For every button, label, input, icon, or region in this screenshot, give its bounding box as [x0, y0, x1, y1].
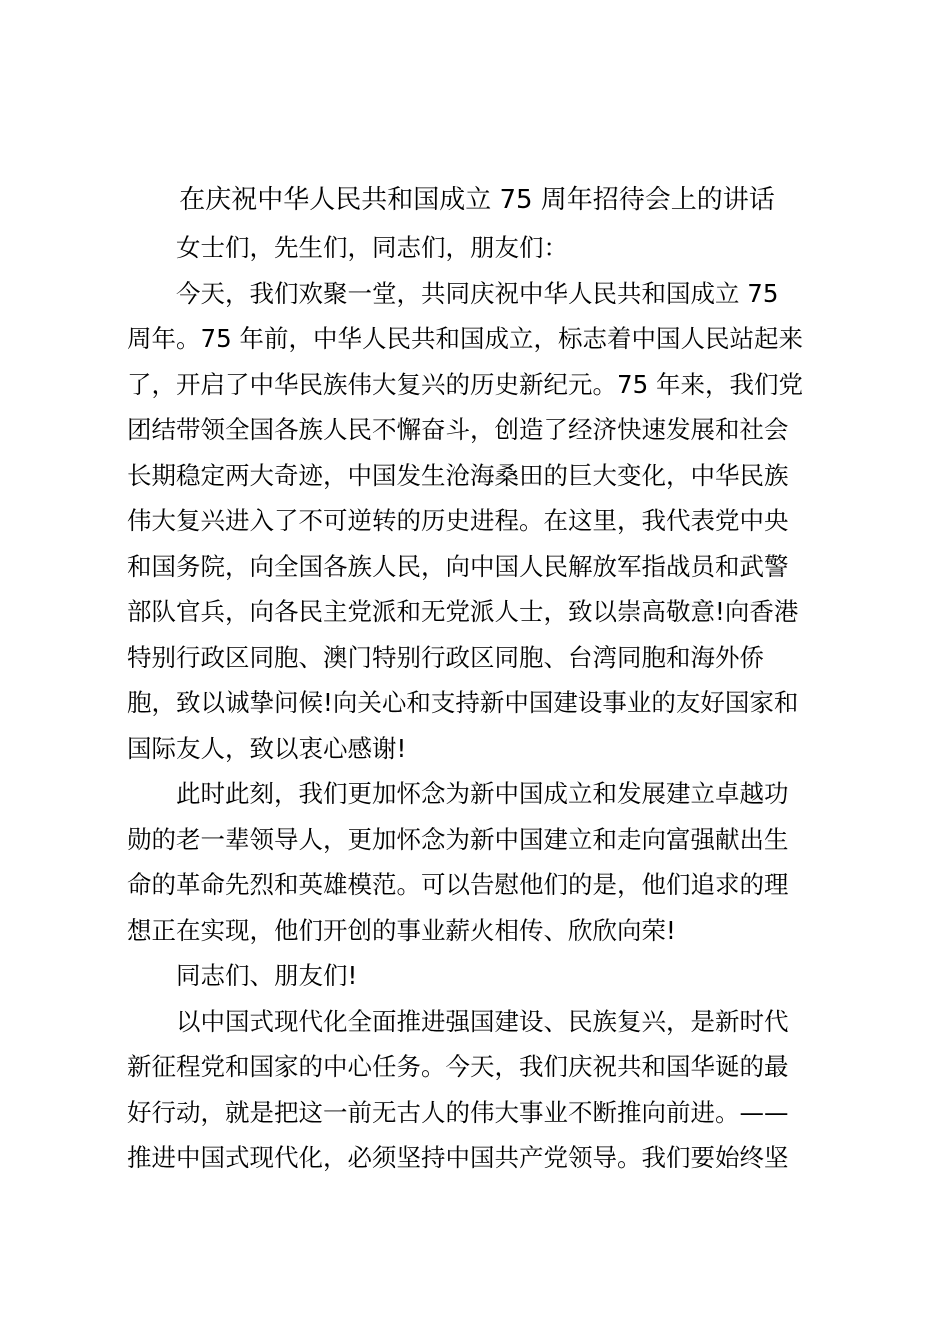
text-line: 命的革命先烈和英雄模范。可以告慰他们的是，他们追求的理: [127, 870, 789, 899]
document-body: [127, 225, 827, 1181]
text-line: 胞，致以诚挚问候!向关心和支持新中国建设事业的友好国家和: [127, 688, 799, 717]
text-line: 推进中国式现代化，必须坚持中国共产党领导。我们要始终坚: [127, 1143, 789, 1172]
text-line: 勋的老一辈领导人，更加怀念为新中国建立和走向富强献出生: [127, 824, 789, 854]
text-line: 了，开启了中华民族伟大复兴的历史新纪元。75 年来，我们党: [127, 369, 803, 399]
text-line: 同志们、朋友们!: [176, 961, 358, 990]
text-line: 今天，我们欢聚一堂，共同庆祝中华人民共和国成立 75: [176, 278, 779, 308]
paragraph-2: [127, 771, 827, 953]
document-title: 在庆祝中华人民共和国成立 75 周年招待会上的讲话: [179, 185, 775, 215]
text-line: 女士们，先生们，同志们，朋友们：: [176, 233, 568, 262]
text-line: 周年。75 年前，中华人民共和国成立，标志着中国人民站起来: [127, 324, 803, 353]
text-line: 特别行政区同胞、澳门特别行政区同胞、台湾同胞和海外侨: [127, 642, 764, 672]
paragraph-3: [127, 999, 827, 1181]
paragraph-1: [127, 271, 827, 772]
text-line: 以中国式现代化全面推进强国建设、民族复兴，是新时代: [176, 1006, 789, 1036]
text-line: 和国务院，向全国各族人民，向中国人民解放军指战员和武警: [127, 551, 789, 581]
text-line: 伟大复兴进入了不可逆转的历史进程。在这里，我代表党中央: [127, 506, 789, 535]
text-line: 好行动，就是把这一前无古人的伟大事业不断推向前进。——: [127, 1097, 789, 1127]
text-line: 长期稳定两大奇迹，中国发生沧海桑田的巨大变化，中华民族: [127, 460, 789, 490]
paragraph-greeting: [127, 225, 827, 271]
text-line: 团结带领全国各族人民不懈奋斗，创造了经济快速发展和社会: [127, 415, 789, 444]
text-line: 此时此刻，我们更加怀念为新中国成立和发展建立卓越功: [176, 779, 789, 808]
text-line: 国际友人，致以衷心感谢!: [127, 733, 407, 763]
paragraph-address: [127, 953, 827, 999]
text-line: 想正在实现，他们开创的事业薪火相传、欣欣向荣!: [127, 915, 676, 945]
text-line: 新征程党和国家的中心任务。今天，我们庆祝共和国华诞的最: [127, 1052, 789, 1081]
text-line: 部队官兵，向各民主党派和无党派人士，致以崇高敬意!向香港: [127, 597, 799, 626]
